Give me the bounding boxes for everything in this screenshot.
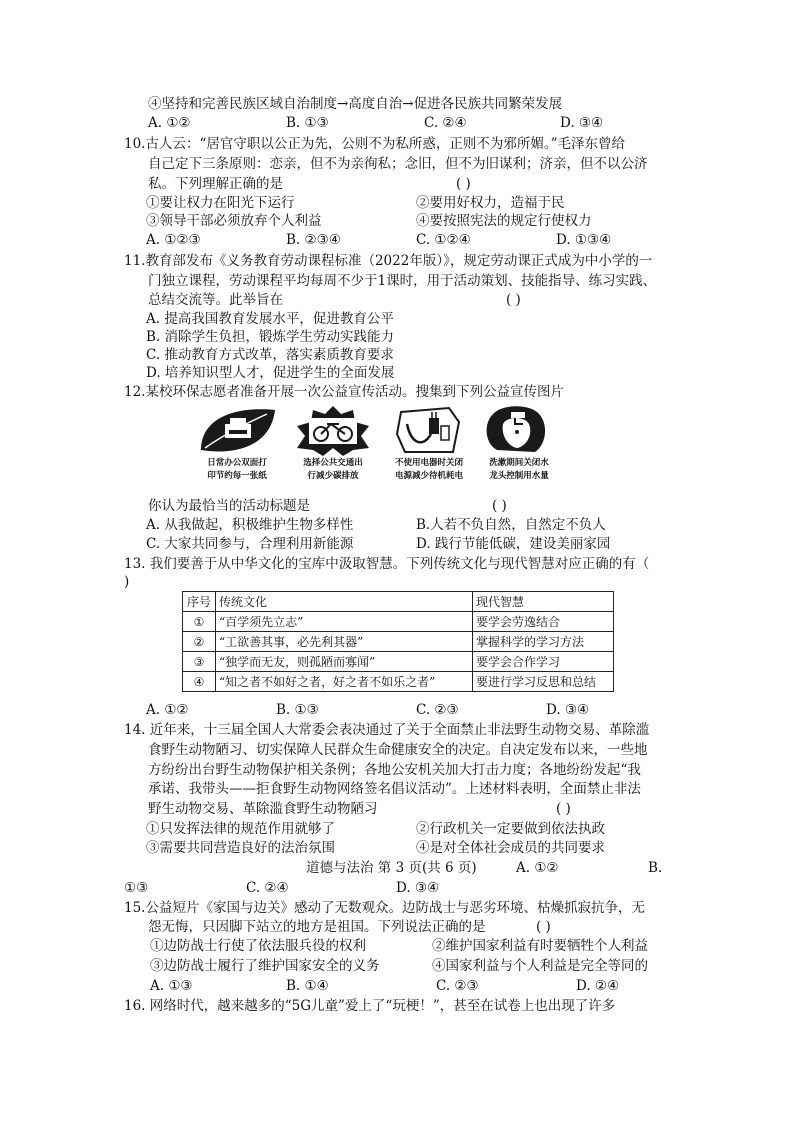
q12-caption-1-line-2: 印节约每一张纸	[207, 471, 267, 481]
q12-caption-2-line-1: 选择公共交通出	[303, 458, 363, 468]
q13-option-b: B. ①③	[276, 702, 319, 718]
q11-option-c: C. 推动教育方式改革，落实素质教育要求	[146, 347, 394, 363]
q10-item-2: ②要用好权力，造福于民	[416, 195, 565, 211]
q12-answer-paren: ( )	[492, 498, 507, 514]
q15-stem-1: 15.公益短片《家国与边关》感动了无数观众。边防战士与恶劣环境、枯燥抓寂抗争，无	[124, 900, 645, 916]
q15-item-4: ④国家利益与个人利益是完全等同的	[432, 958, 648, 974]
q12-caption-1-line-1: 日常办公双面打	[207, 458, 267, 468]
table-header-cell: 传统文化	[216, 592, 473, 612]
q10-stem-1: 10.古人云：“居官守职以公正为先，公则不为私所惑，正则不为邪所媚。”毛泽东曾给	[124, 136, 626, 152]
q10-item-1: ①要让权力在阳光下运行	[146, 195, 295, 211]
q12-caption-2-line-2: 行减少碳排放	[307, 471, 359, 481]
q15-item-3: ③边防战士履行了维护国家安全的义务	[150, 958, 380, 974]
q10-option-b: B. ②③④	[286, 232, 341, 248]
table-cell: ①	[183, 612, 216, 632]
table-cell: “百学须先立志”	[216, 612, 473, 632]
q12-caption-3-line-2: 电源减少待机耗电	[394, 471, 463, 481]
printer-leaf-icon	[195, 404, 279, 456]
table-cell: 要学会劳逸结合	[473, 612, 614, 632]
q15-option-a: A. ①③	[150, 978, 193, 994]
table-cell: “工欲善其事，必先利其器”	[216, 632, 473, 652]
table-row	[183, 672, 614, 692]
q15-option-d: D. ②④	[576, 978, 620, 994]
q11-answer-paren: ( )	[506, 292, 521, 308]
table-cell: 要学会合作学习	[473, 652, 614, 672]
q14-stem-4: 承诺、我带头——拒食野生动物网络签名倡议活动”。上述材料表明，全面禁止非法	[148, 781, 641, 797]
q12-poster-row	[195, 404, 555, 490]
q13-option-d: D. ③④	[546, 702, 590, 718]
q12-poster-faucet	[477, 404, 561, 482]
q13-option-a: A. ①②	[146, 702, 189, 718]
q9-option-c: C. ②④	[424, 115, 467, 131]
table-header-row	[183, 592, 614, 612]
q11-stem-3: 总结交流等。此举旨在	[148, 292, 283, 308]
q15-answer-paren: ( )	[536, 919, 551, 935]
q10-answer-paren: ( )	[456, 176, 471, 192]
q12-poster-bicycle	[291, 404, 375, 482]
q10-option-a: A. ①②③	[146, 232, 201, 248]
q11-stem-1: 11.教育部发布《义务教育劳动课程标准（2022年版）》，规定劳动课正式成为中小学的一	[124, 253, 653, 269]
q14-option-d: D. ③④	[396, 880, 440, 896]
table-row	[183, 632, 614, 652]
q12-caption-4-line-1: 洗漱期间关闭水	[489, 458, 549, 468]
q12-poster-printer	[195, 404, 279, 482]
q14-stem-1: 14. 近年来，十三届全国人大常委会表决通过了关于全面禁止非法野生动物交易、革除滥	[124, 722, 650, 738]
q14-stem-2: 食野生动物陋习、切实保障人民群众生命健康安全的决定。自决定发布以来，一些地	[148, 742, 648, 758]
q12-option-c: C. 大家共同参与，合理利用新能源	[146, 536, 354, 552]
q9-item4: ④坚持和完善民族区域自治制度→高度自治→促进各民族共同繁荣发展	[148, 96, 563, 112]
table-row	[183, 612, 614, 632]
q11-option-d: D. 培养知识型人才，促进学生的全面发展	[146, 365, 395, 381]
table-cell: 要进行学习反思和总结	[473, 672, 614, 692]
q10-item-3: ③领导干部必须放弃个人利益	[146, 213, 322, 229]
bicycle-leaf-icon	[291, 404, 375, 456]
q14-option-c: C. ②④	[246, 880, 289, 896]
q11-stem-2: 门独立课程，劳动课程平均每周不少于1课时，用于活动策划、技能指导、练习实践、	[148, 273, 657, 289]
q13-option-c: C. ②③	[416, 702, 459, 718]
q15-option-b: B. ①④	[286, 978, 329, 994]
q12-poster-plug	[387, 404, 471, 482]
q14-stem-5: 野生动物交易、革除滥食野生动物陋习	[148, 801, 378, 817]
q13-stem-end: )	[124, 574, 130, 590]
faucet-face-icon	[477, 404, 561, 456]
q14-option-b-label: B.	[648, 860, 663, 876]
q14-item-3: ③需要共同营造良好的法治氛围	[146, 840, 335, 856]
q10-option-d: D. ①③④	[556, 232, 612, 248]
table-header-cell: 现代智慧	[473, 592, 614, 612]
q10-stem-2: 自己定下三条原则：恋亲，但不为亲徇私；念旧，但不为旧谋利；济亲，但不以公济	[148, 156, 648, 172]
table-row	[183, 652, 614, 672]
q9-option-a: A. ①②	[148, 115, 191, 131]
q14-item-1: ①只发挥法律的规范作用就够了	[146, 821, 335, 837]
table-cell: ④	[183, 672, 216, 692]
q9-option-d: D. ③④	[560, 115, 604, 131]
table-cell: ②	[183, 632, 216, 652]
q10-option-c: C. ①②④	[416, 232, 471, 248]
q15-option-c: C. ②③	[436, 978, 479, 994]
q14-option-b: ①③	[124, 880, 149, 896]
table-cell: “独学而无友，则孤陋而寡闻”	[216, 652, 473, 672]
q12-option-b: B.人若不负自然，自然定不负人	[416, 517, 606, 533]
q12-prompt: 你认为最恰当的活动标题是	[148, 498, 310, 514]
q14-item-2: ②行政机关一定要做到依法执政	[416, 821, 605, 837]
q12-caption-4-line-2: 龙头控制用水量	[489, 471, 549, 481]
q12-option-a: A. 从我做起，积极维护生物多样性	[146, 517, 354, 533]
q9-option-b: B. ①③	[286, 115, 329, 131]
q11-option-a: A. 提高我国教育发展水平，促进教育公平	[146, 311, 394, 327]
q13-table	[182, 591, 614, 692]
q15-stem-2: 怨无悔，只因脚下站立的地方是祖国。下列说法正确的是	[148, 919, 486, 935]
q11-option-b: B. 消除学生负担，锻炼学生劳动实践能力	[146, 329, 395, 345]
power-plug-icon	[387, 404, 471, 456]
q10-stem-3: 私。下列理解正确的是	[148, 176, 283, 192]
q12-option-d: D. 践行节能低碳，建设美丽家园	[416, 536, 611, 552]
q14-answer-paren: ( )	[556, 801, 571, 817]
q12-caption-3-line-1: 不使用电器时关闭	[394, 458, 463, 468]
q14-stem-3: 方纷纷出台野生动物保护相关条例；各地公安机关加大打击力度；各地纷纷发起“我	[148, 762, 641, 778]
table-cell: ③	[183, 652, 216, 672]
q14-option-a: A. ①②	[516, 860, 559, 876]
table-cell: “知之者不如好之者，好之者不如乐之者”	[216, 672, 473, 692]
q14-item-4: ④是对全体社会成员的共同要求	[416, 840, 605, 856]
q13-stem: 13. 我们要善于从中华文化的宝库中汲取智慧。下列传统文化与现代智慧对应正确的有（	[124, 556, 650, 572]
q16-stem: 16. 网络时代，越来越多的“5G儿童”爱上了“玩梗！”，甚至在试卷上也出现了许多	[124, 998, 616, 1014]
q15-item-2: ②维护国家利益有时要牺牲个人利益	[432, 938, 648, 954]
page-footer: 道德与法治 第 3 页(共 6 页)	[306, 860, 477, 876]
q12-stem: 12.某校环保志愿者准备开展一次公益宣传活动。搜集到下列公益宣传图片	[124, 384, 564, 400]
q10-item-4: ④要按照宪法的规定行使权力	[416, 213, 592, 229]
table-cell: 掌握科学的学习方法	[473, 632, 614, 652]
table-header-cell: 序号	[183, 592, 216, 612]
q15-item-1: ①边防战士行使了依法服兵役的权利	[150, 938, 366, 954]
